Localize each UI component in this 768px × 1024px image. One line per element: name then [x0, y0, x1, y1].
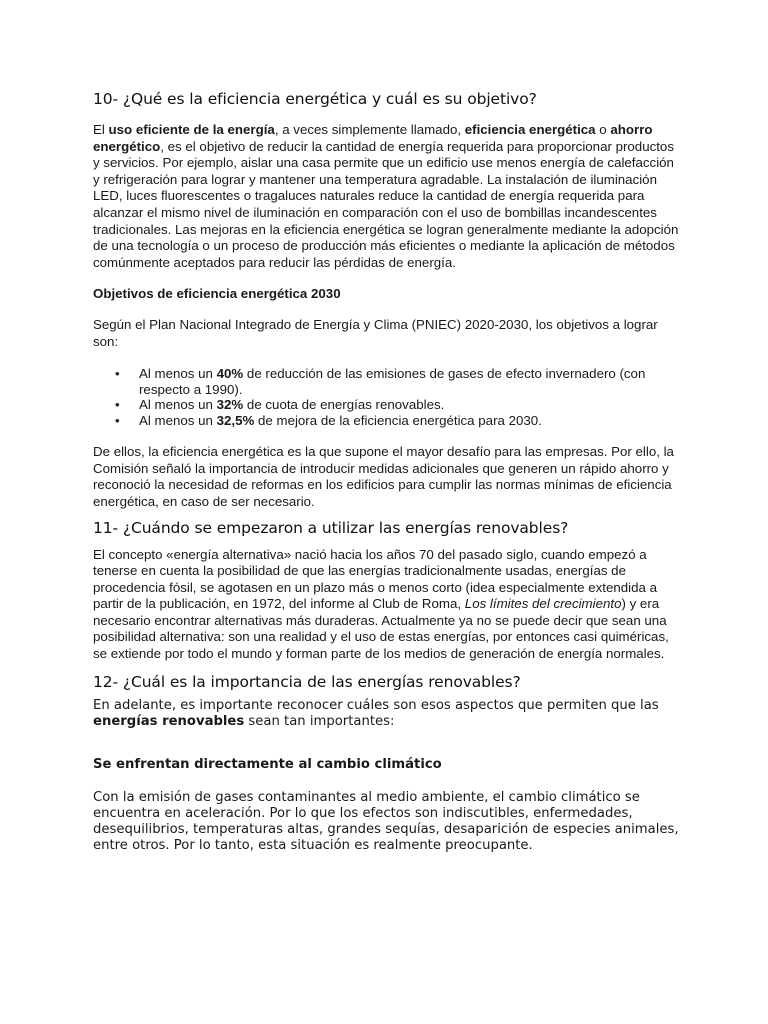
term-energy-efficiency: eficiencia energética [464, 122, 596, 137]
list-item: • Al menos un 32,5% de mejora de la eficiencia energética para 2030. [93, 413, 683, 429]
report-title: Los límites del crecimiento [464, 596, 622, 612]
term-energy-saving: ahorro energético [93, 122, 653, 154]
renewables-history-paragraph: El concepto «energía alternativa» nació hacia los años 70 del pasado siglo, cuando empezó a tenerse en cuenta la posibilidad de que las energías tradicionalmente usadas, energías de procedencia fósil, se agotasen en un plazo más o menos corto (idea especialmente extendida a partir de la publicación, en 1972, del informe al Club de Roma, Los límites del crecimiento) y era necesario encontrar alternativas más duraderas. Actualmente ya no se puede decir que sean una posibilidad alternativa: son una realidad y el uso de estas energías, por entonces casi quiméricas, se extiende por todo el mundo y forman parte de los medios de generación de energía normales. [93, 546, 669, 662]
climate-change-paragraph: Con la emisión de gases contaminantes al medio ambiente, el cambio climático se encuentra en aceleración. Por lo que los efectos son indiscutibles, enfermedades, desequilibrios, temperaturas altas, grandes sequías, desaparición de especies animales, entre otros. Por lo tanto, esta situación es realmente preocupante. [93, 789, 679, 853]
objectives-list [93, 366, 683, 428]
climate-change-subheading: Se enfrentan directamente al cambio climático [93, 756, 442, 772]
efficiency-definition-paragraph: El uso eficiente de la energía, a veces simplemente llamado, eficiencia energética o ahorro energético, es el objetivo de reducir la cantidad de energía requerida para proporcionar productos y servicios. Por ejemplo, aislar una casa permite que un edificio use menos energía de calefacción y refrigeración para lograr y mantener una temperatura agradable. La instalación de iluminación LED, luces fluorescentes o tragaluces naturales reduce la cantidad de energía requerida para alcanzar el mismo nivel de iluminación en comparación con el uso de bombillas incandescentes tradicionales. Las mejoras en la eficiencia energética se logran generalmente mediante la adopción de una tecnología o un proceso de producción más eficientes o mediante la aplicación de métodos comúnmente aceptados para reducir las pérdidas de energía. [93, 122, 679, 270]
question-12-heading: 12- ¿Cuál es la importancia de las energías renovables? [93, 672, 521, 691]
importance-intro-paragraph: En adelante, es importante reconocer cuáles son esos aspectos que permiten que las energías renovables sean tan importantes: [93, 697, 659, 729]
pniec-intro-paragraph: Según el Plan Nacional Integrado de Energía y Clima (PNIEC) 2020-2030, los objetivos a lograr son: [93, 316, 658, 349]
term-efficient-use: uso eficiente de la energía [108, 122, 275, 137]
list-item: • Al menos un 40% de reducción de las emisiones de gases de efecto invernadero (con respecto a 1990). [93, 366, 683, 397]
document-page [93, 86, 683, 854]
term-renewable-energies: energías renovables [93, 713, 245, 729]
list-item: • Al menos un 32% de cuota de energías renovables. [93, 397, 683, 413]
efficiency-challenge-paragraph: De ellos, la eficiencia energética es la que supone el mayor desafío para las empresas. Por ello, la Comisión señaló la importancia de introducir medidas adicionales que generen un rápido ahorro y reconoció la necesidad de reformas en los edificios para cumplir las normas mínimas de eficiencia energética, en caso de ser necesario. [93, 444, 674, 509]
importance-section [93, 698, 683, 854]
question-10-heading: 10- ¿Qué es la eficiencia energética y cuál es su objetivo? [93, 90, 537, 108]
objectives-2030-subheading: Objetivos de eficiencia energética 2030 [93, 286, 341, 302]
question-11-heading: 11- ¿Cuándo se empezaron a utilizar las energías renovables? [93, 518, 569, 537]
